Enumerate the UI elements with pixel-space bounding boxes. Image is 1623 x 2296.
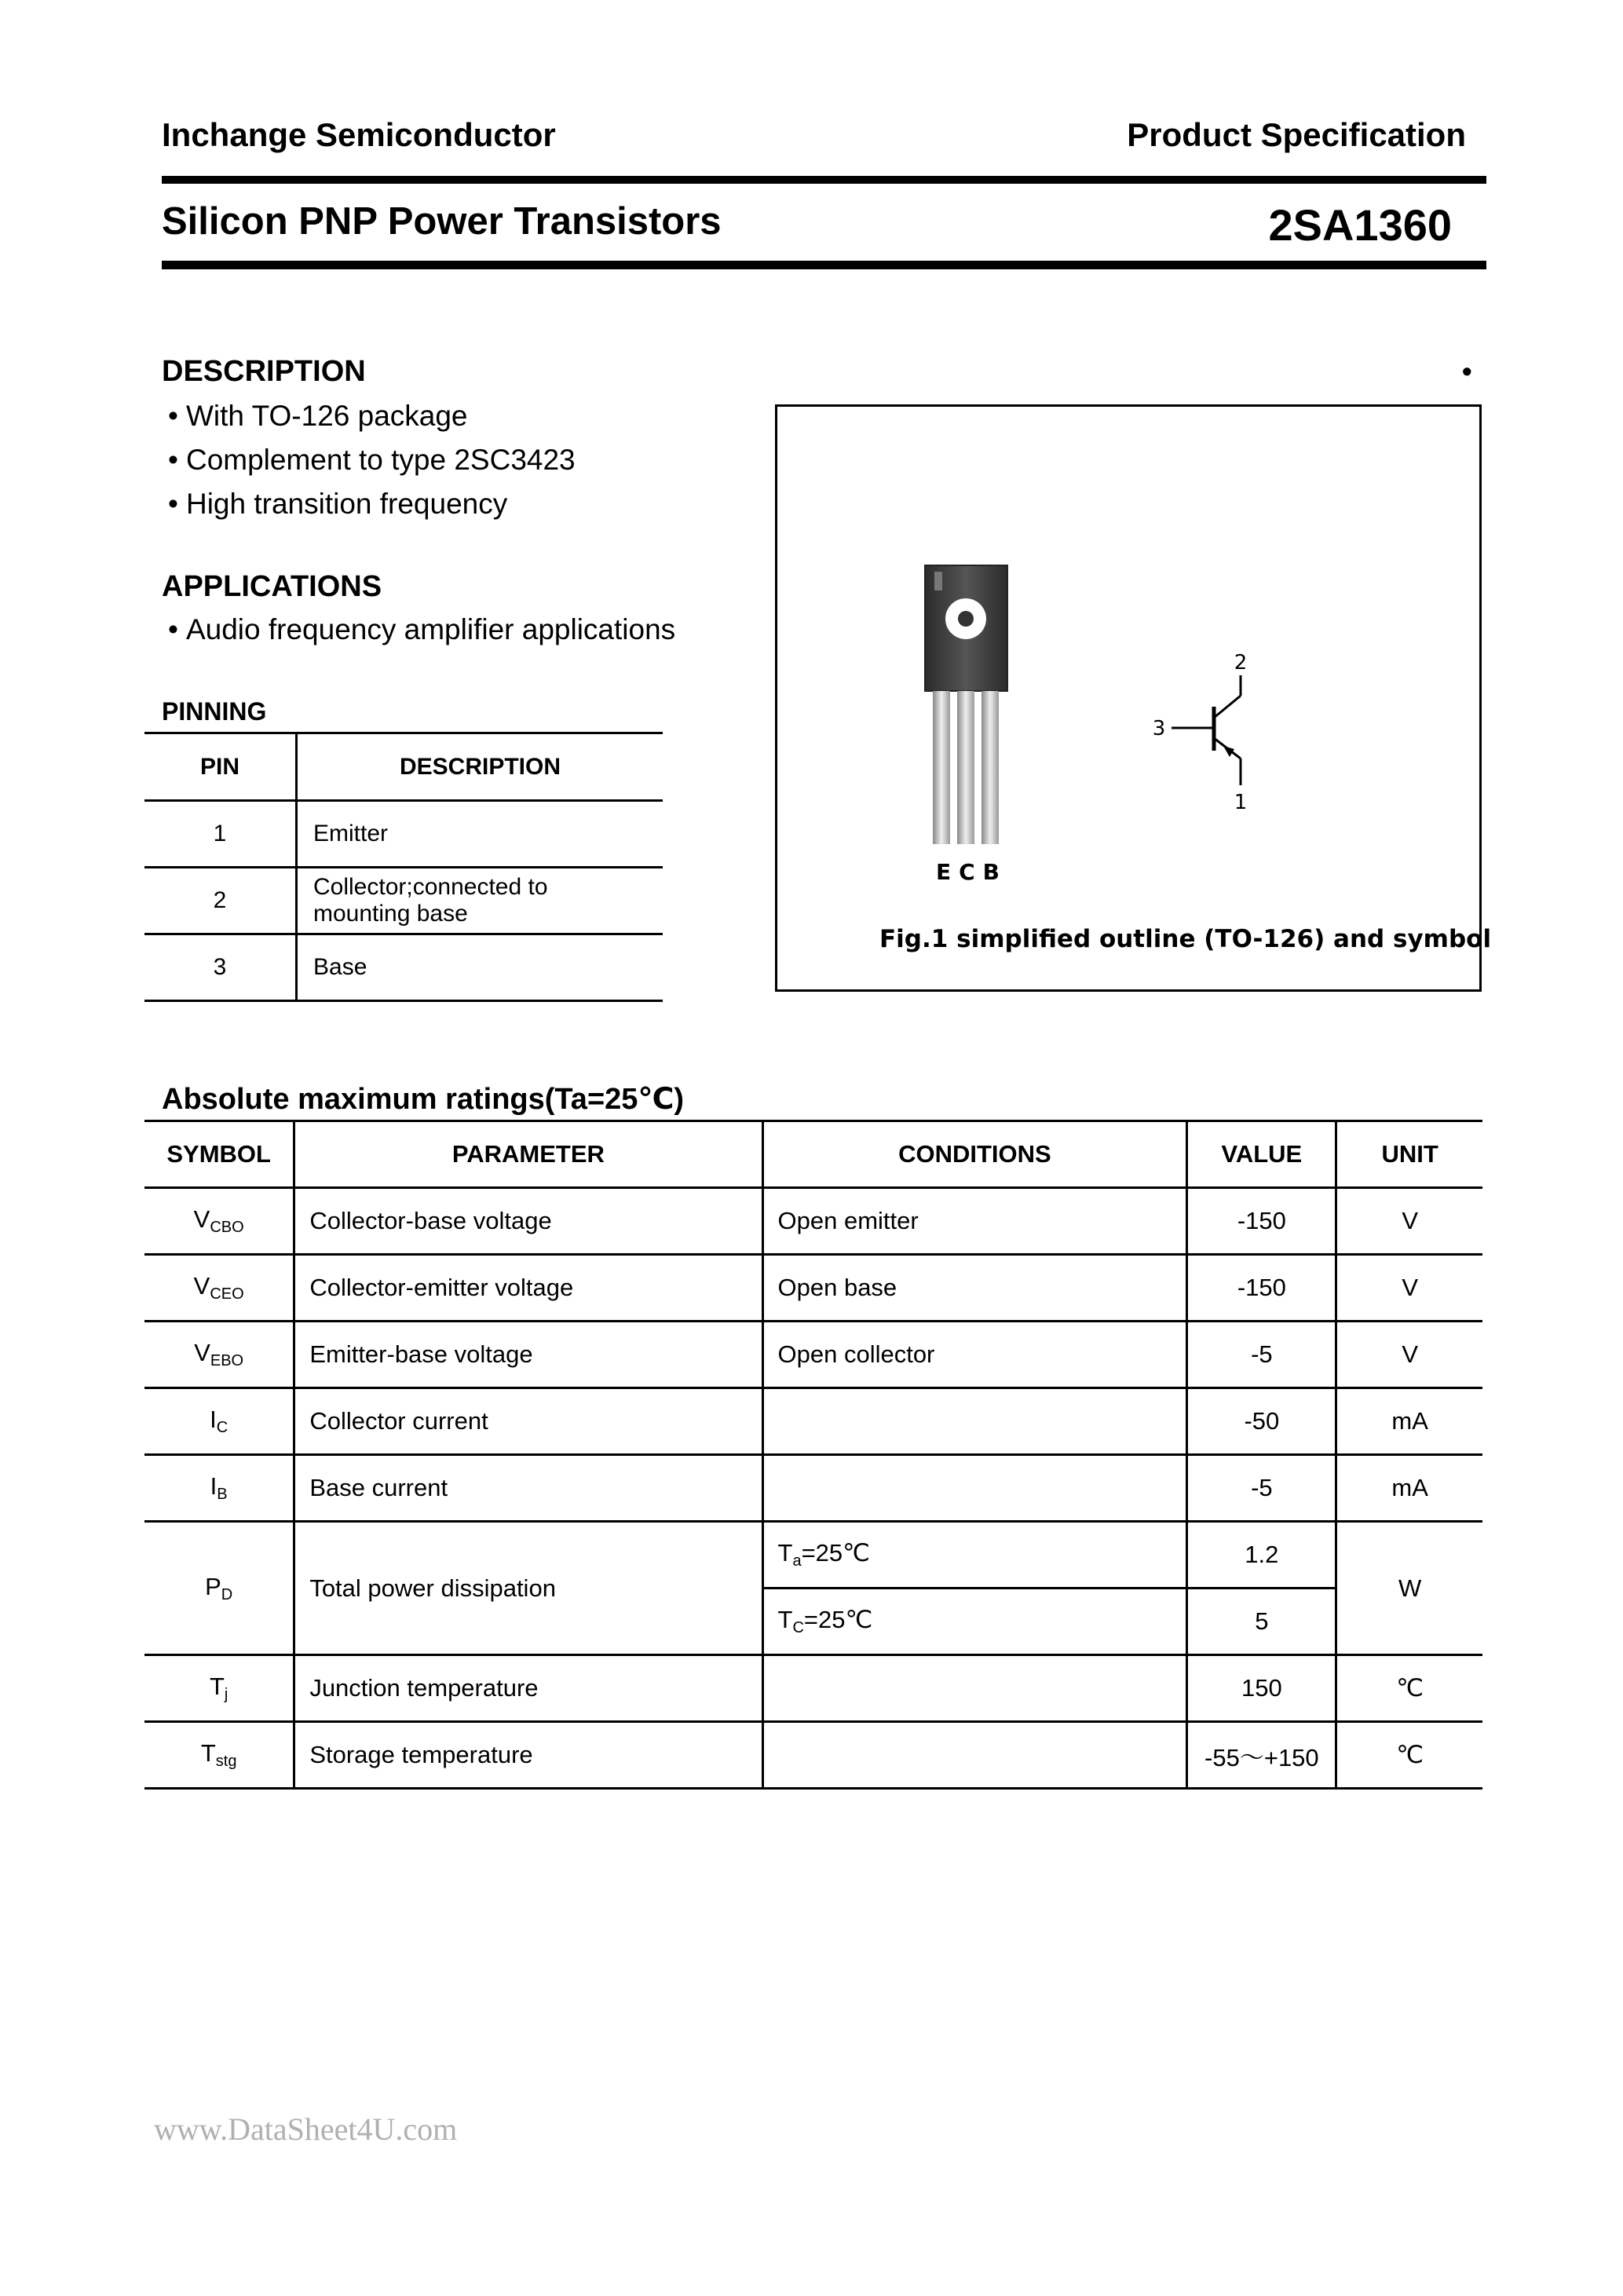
list-item: • Audio frequency amplifier applications (168, 608, 675, 652)
column-header: VALUE (1187, 1121, 1336, 1188)
table-row (144, 801, 663, 868)
list-item: • High transition frequency (168, 482, 576, 526)
conditions-cell (762, 1455, 1187, 1522)
conditions-cell: $T_C=25℃$ (762, 1589, 1187, 1655)
symbol-label-emitter: 1 (1234, 791, 1248, 814)
table-row (144, 1188, 1482, 1255)
description-list (168, 394, 576, 526)
package-mark (934, 572, 942, 590)
conditions-cell: $T_a=25℃$ (762, 1522, 1187, 1589)
part-number: 2SA1360 (1268, 200, 1452, 250)
symbol-label-base: 3 (1152, 717, 1166, 740)
table-header-row (144, 1121, 1482, 1188)
symbol-cell: $T_{stg}$ (144, 1722, 294, 1789)
parameter-cell: Emitter-base voltage (294, 1322, 762, 1388)
value-cell: -5 (1187, 1455, 1336, 1522)
column-header: DESCRIPTION (297, 733, 663, 801)
value-cell: -50 (1187, 1388, 1336, 1455)
symbol-label-collector: 2 (1234, 651, 1248, 675)
pin-number: 1 (144, 801, 297, 868)
mounting-hole-center (958, 611, 974, 627)
symbol-cell: $V_{CBO}$ (144, 1188, 294, 1255)
pin-description: Emitter (297, 801, 663, 868)
column-header: SYMBOL (144, 1121, 294, 1188)
pin-number: 2 (144, 868, 297, 934)
title-rule (162, 261, 1486, 269)
unit-cell: W (1336, 1522, 1482, 1655)
figure-caption: Fig.1 simplified outline (TO-126) and symbol (879, 925, 1492, 953)
list-item: • Complement to type 2SC3423 (168, 438, 576, 482)
ratings-heading: Absolute maximum ratings(Ta=25℃) (162, 1083, 685, 1116)
value-cell: 5 (1187, 1589, 1336, 1655)
transistor-package-illustration (848, 550, 1351, 856)
parameter-cell: Total power dissipation (294, 1522, 762, 1655)
value-cell: -55～+150 (1187, 1722, 1336, 1789)
parameter-cell: Collector-emitter voltage (294, 1255, 762, 1322)
emitter-arrow-icon (1223, 746, 1234, 757)
applications-list (168, 608, 675, 652)
table-row (144, 1655, 1482, 1722)
list-item: • With TO-126 package (168, 394, 576, 438)
table-row (144, 1522, 1482, 1589)
ratings-table (144, 1120, 1482, 1790)
symbol-cell: $T_j$ (144, 1655, 294, 1722)
symbol-cell: $V_{EBO}$ (144, 1322, 294, 1388)
table-row (144, 934, 663, 1001)
pinning-heading: PINNING (162, 697, 267, 726)
unit-cell: V (1336, 1188, 1482, 1255)
applications-heading: APPLICATIONS (162, 570, 382, 603)
value-cell: 1.2 (1187, 1522, 1336, 1589)
table-header-row (144, 733, 663, 801)
parameter-cell: Junction temperature (294, 1655, 762, 1722)
table-row (144, 1255, 1482, 1322)
symbol-cell: $I_B$ (144, 1455, 294, 1522)
value-cell: -5 (1187, 1322, 1336, 1388)
unit-cell: V (1336, 1322, 1482, 1388)
parameter-cell: Storage temperature (294, 1722, 762, 1789)
parameter-cell: Collector current (294, 1388, 762, 1455)
conditions-cell: Open collector (762, 1322, 1187, 1388)
pin-letters: ECB (936, 859, 1008, 885)
table-row (144, 868, 663, 934)
conditions-cell (762, 1722, 1187, 1789)
column-header: PIN (144, 733, 297, 801)
pin-description-line: Collector;connected to (313, 874, 548, 900)
conditions-cell: Open base (762, 1255, 1187, 1322)
symbol-cell: $I_C$ (144, 1388, 294, 1455)
lead-base (981, 691, 999, 844)
value-cell: 150 (1187, 1655, 1336, 1722)
unit-cell: ℃ (1336, 1655, 1482, 1722)
table-row (144, 1322, 1482, 1388)
pnp-symbol (1172, 675, 1241, 785)
parameter-cell: Collector-base voltage (294, 1188, 762, 1255)
unit-cell: V (1336, 1255, 1482, 1322)
company-name: Inchange Semiconductor (162, 116, 556, 153)
lead-emitter (933, 691, 950, 844)
unit-cell: mA (1336, 1455, 1482, 1522)
symbol-cell: $V_{CEO}$ (144, 1255, 294, 1322)
document-type: Product Specification (1127, 116, 1466, 153)
symbol-collector-line (1214, 696, 1241, 718)
value-cell: -150 (1187, 1255, 1336, 1322)
watermark: www.DataSheet4U.com (154, 2111, 458, 2147)
table-row (144, 1722, 1482, 1789)
header-rule (162, 176, 1486, 184)
conditions-cell (762, 1388, 1187, 1455)
description-heading: DESCRIPTION (162, 355, 366, 388)
unit-cell: ℃ (1336, 1722, 1482, 1789)
pinning-table (144, 732, 663, 1002)
pin-description (297, 868, 663, 934)
lead-collector (957, 691, 974, 844)
pin-description: Base (297, 934, 663, 1001)
pin-description-line: mounting base (313, 901, 468, 927)
conditions-cell: Open emitter (762, 1188, 1187, 1255)
column-header: PARAMETER (294, 1121, 762, 1188)
conditions-cell (762, 1655, 1187, 1722)
table-row (144, 1388, 1482, 1455)
pin-number: 3 (144, 934, 297, 1001)
table-row (144, 1455, 1482, 1522)
value-cell: -150 (1187, 1188, 1336, 1255)
unit-cell: mA (1336, 1388, 1482, 1455)
symbol-cell: $P_D$ (144, 1522, 294, 1655)
marker-dot: • (1462, 355, 1472, 387)
column-header: CONDITIONS (762, 1121, 1187, 1188)
product-title: Silicon PNP Power Transistors (162, 200, 722, 243)
parameter-cell: Base current (294, 1455, 762, 1522)
column-header: UNIT (1336, 1121, 1482, 1188)
